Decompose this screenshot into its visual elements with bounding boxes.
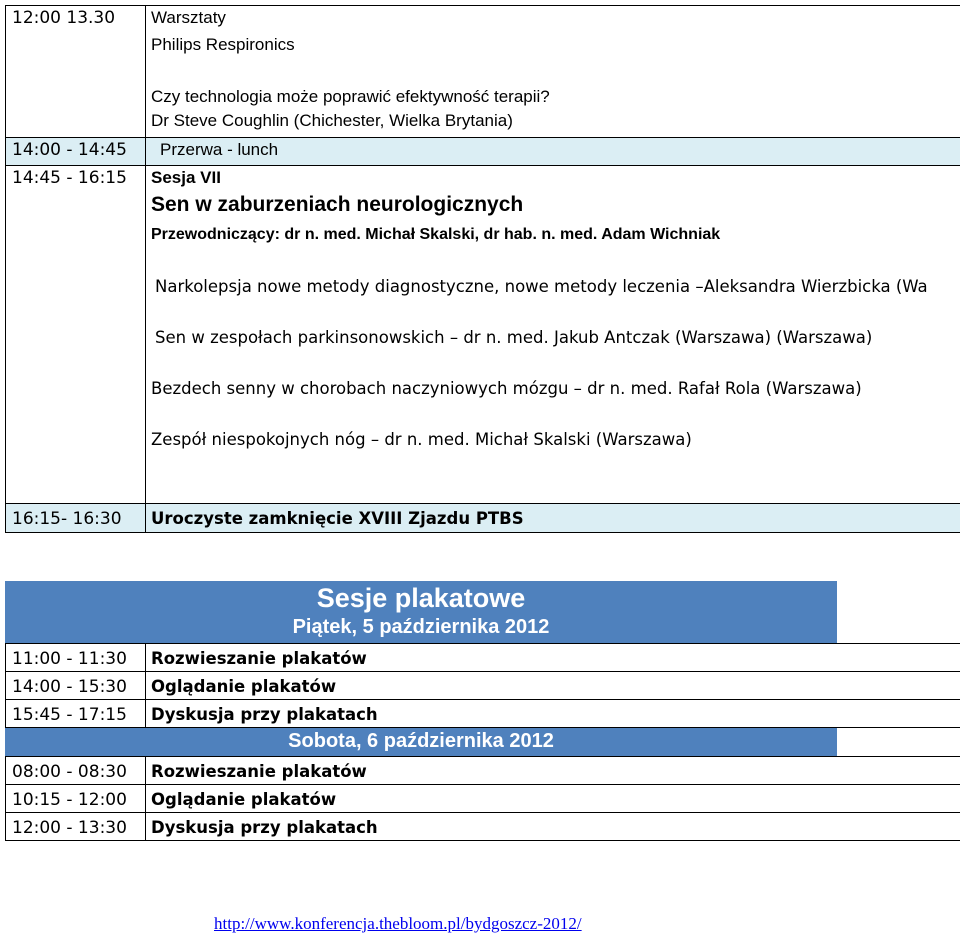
workshop-sponsor: Philips Respironics bbox=[151, 35, 295, 54]
session-time: 14:45 - 16:15 bbox=[12, 168, 127, 188]
closing-time: 16:15- 16:30 bbox=[12, 509, 122, 529]
poster-header bbox=[5, 581, 837, 643]
row-divider bbox=[6, 812, 960, 813]
row-divider bbox=[6, 756, 960, 757]
poster-time: 12:00 - 13:30 bbox=[12, 818, 127, 838]
poster-time: 15:45 - 17:15 bbox=[12, 705, 127, 725]
poster-title: Sesje plakatowe bbox=[316, 583, 526, 613]
row-divider bbox=[6, 699, 960, 700]
poster-time: 11:00 - 11:30 bbox=[12, 649, 127, 669]
workshop-question: Czy technologia może poprawić efektywność terapii? bbox=[151, 87, 550, 106]
poster-activity: Oglądanie plakatów bbox=[151, 790, 337, 809]
lunch-label: Przerwa - lunch bbox=[160, 140, 279, 159]
poster-day-header bbox=[5, 728, 837, 756]
row-divider bbox=[6, 137, 960, 138]
poster-time: 10:15 - 12:00 bbox=[12, 790, 127, 810]
talk-item: Zespół niespokojnych nóg – dr n. med. Michał Skalski (Warszawa) bbox=[151, 430, 692, 449]
row-divider bbox=[6, 643, 960, 644]
program-table bbox=[5, 5, 960, 533]
lunch-row-background bbox=[6, 137, 960, 165]
footer-link[interactable]: http://www.konferencja.thebloom.pl/bydgoszcz-2012/ bbox=[214, 914, 582, 933]
talk-item: Narkolepsja nowe metody diagnostyczne, nowe metody leczenia –Aleksandra Wierzbicka (Wa bbox=[155, 277, 928, 296]
session-title: Sen w zaburzeniach neurologicznych bbox=[151, 193, 524, 216]
talk-item: Sen w zespołach parkinsonowskich – dr n. med. Jakub Antczak (Warszawa) (Warszawa) bbox=[155, 328, 873, 347]
closing-label: Uroczyste zamknięcie XVIII Zjazdu PTBS bbox=[151, 509, 524, 528]
session-name: Sesja VII bbox=[151, 168, 221, 187]
poster-activity: Oglądanie plakatów bbox=[151, 677, 337, 696]
poster-time: 08:00 - 08:30 bbox=[12, 762, 127, 782]
row-divider bbox=[6, 532, 960, 533]
workshop-title: Warsztaty bbox=[151, 8, 226, 27]
poster-activity: Dyskusja przy plakatach bbox=[151, 705, 378, 724]
row-divider bbox=[6, 784, 960, 785]
poster-activity: Rozwieszanie plakatów bbox=[151, 762, 367, 781]
row-divider bbox=[6, 503, 960, 504]
row-divider bbox=[6, 840, 960, 841]
poster-day-date: Piątek, 5 października 2012 bbox=[292, 616, 550, 638]
talk-item: Bezdech senny w chorobach naczyniowych mózgu – dr n. med. Rafał Rola (Warszawa) bbox=[151, 379, 862, 398]
session-chairs: Przewodniczący: dr n. med. Michał Skalski, dr hab. n. med. Adam Wichniak bbox=[151, 226, 721, 243]
workshop-time: 12:00 13.30 bbox=[12, 8, 116, 28]
workshop-speaker: Dr Steve Coughlin (Chichester, Wielka Brytania) bbox=[151, 111, 513, 130]
poster-activity: Dyskusja przy plakatach bbox=[151, 818, 378, 837]
column-divider bbox=[145, 756, 146, 840]
poster-day-date: Sobota, 6 października 2012 bbox=[288, 730, 554, 752]
poster-activity: Rozwieszanie plakatów bbox=[151, 649, 367, 668]
lunch-time: 14:00 - 14:45 bbox=[12, 140, 127, 160]
row-divider bbox=[6, 671, 960, 672]
row-divider bbox=[6, 165, 960, 166]
column-divider bbox=[145, 6, 146, 533]
column-divider bbox=[145, 643, 146, 727]
poster-time: 14:00 - 15:30 bbox=[12, 677, 127, 697]
